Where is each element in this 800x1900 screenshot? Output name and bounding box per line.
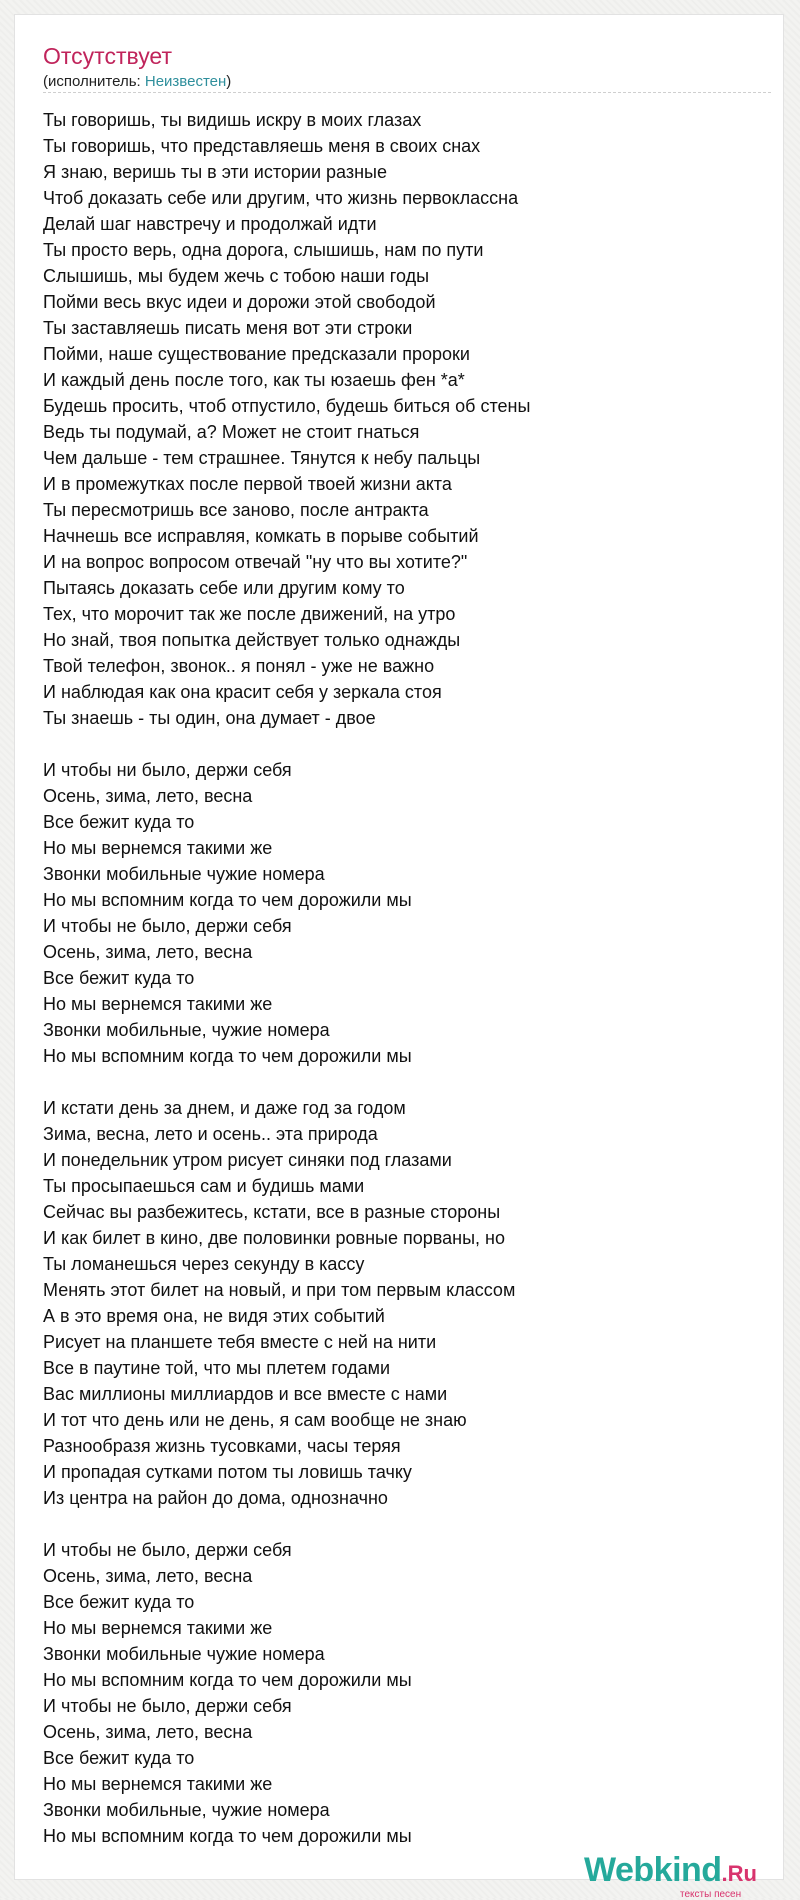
site-logo[interactable] <box>584 1851 757 1900</box>
lyric-line: Из центра на район до дома, однозначно <box>43 1488 388 1508</box>
lyric-line: Чтоб доказать себе или другим, что жизнь первоклассна <box>43 188 519 208</box>
lyric-line: Но мы вернемся такими же <box>43 1618 273 1638</box>
lyric-line: И чтобы не было, держи себя <box>43 916 292 936</box>
lyric-line: Менять этот билет на новый, и при том первым классом <box>43 1280 516 1300</box>
lyric-line: И пропадая сутками потом ты ловишь тачку <box>43 1462 412 1482</box>
lyric-line: Но мы вспомним когда то чем дорожили мы <box>43 1826 412 1846</box>
lyric-line: Но мы вернемся такими же <box>43 1774 273 1794</box>
logo-name: Webkind <box>584 1851 722 1889</box>
lyric-line: И чтобы не было, держи себя <box>43 1696 292 1716</box>
lyric-line: И тот что день или не день, я сам вообще не знаю <box>43 1410 467 1430</box>
lyric-line: И чтобы ни было, держи себя <box>43 760 292 780</box>
lyric-line: Будешь просить, чтоб отпустило, будешь биться об стены <box>43 396 531 416</box>
lyric-line: Чем дальше - тем страшнее. Тянутся к небу пальцы <box>43 448 481 468</box>
lyric-line: И наблюдая как она красит себя у зеркала стоя <box>43 682 442 702</box>
lyric-line: Звонки мобильные, чужие номера <box>43 1020 330 1040</box>
stanza-gap <box>43 1511 771 1537</box>
lyric-line: Делай шаг навстречу и продолжай идти <box>43 214 377 234</box>
lyric-line: Начнешь все исправляя, комкать в порыве событий <box>43 526 479 546</box>
lyric-line: Ты ломанешься через секунду в кассу <box>43 1254 365 1274</box>
stanza-gap <box>43 1069 771 1095</box>
lyric-line: И понедельник утром рисует синяки под глазами <box>43 1150 452 1170</box>
lyric-line: Слышишь, мы будем жечь с тобою наши годы <box>43 266 430 286</box>
lyric-line: И чтобы не было, держи себя <box>43 1540 292 1560</box>
lyric-line: Твой телефон, звонок.. я понял - уже не важно <box>43 656 435 676</box>
lyric-line: Ты просто верь, одна дорога, слышишь, нам по пути <box>43 240 484 260</box>
divider <box>43 92 771 93</box>
song-title: Отсутствует <box>43 43 172 69</box>
lyric-line: Ты знаешь - ты один, она думает - двое <box>43 708 376 728</box>
lyric-line: Все бежит куда то <box>43 968 195 988</box>
lyric-line: Вас миллионы миллиардов и все вместе с нами <box>43 1384 448 1404</box>
lyric-line: Все бежит куда то <box>43 1592 195 1612</box>
lyric-line: Зима, весна, лето и осень.. эта природа <box>43 1124 378 1144</box>
performer-link[interactable]: Неизвестен <box>144 73 227 90</box>
lyric-line: И на вопрос вопросом отвечай "ну что вы хотите?" <box>43 552 468 572</box>
lyric-line: Я знаю, веришь ты в эти истории разные <box>43 162 387 182</box>
lyric-line: Рисует на планшете тебя вместе с ней на нити <box>43 1332 437 1352</box>
performer-prefix: (исполнитель: <box>43 73 145 90</box>
lyric-line: Осень, зима, лето, весна <box>43 1566 253 1586</box>
lyric-line: Пойми весь вкус идеи и дорожи этой свободой <box>43 292 436 312</box>
logo-tagline: тексты песен <box>680 1889 742 1900</box>
lyric-line: Ты говоришь, что представляешь меня в своих снах <box>43 136 481 156</box>
lyric-line: Ты пересмотришь все заново, после антракта <box>43 500 429 520</box>
lyrics-text <box>43 107 771 1849</box>
lyric-line: Но мы вспомним когда то чем дорожили мы <box>43 1670 412 1690</box>
lyric-line: Но мы вернемся такими же <box>43 838 273 858</box>
lyric-line: А в это время она, не видя этих событий <box>43 1306 385 1326</box>
lyric-line: Но знай, твоя попытка действует только однажды <box>43 630 461 650</box>
lyric-line: Ты заставляешь писать меня вот эти строки <box>43 318 413 338</box>
lyric-line: Ведь ты подумай, а? Может не стоит гнаться <box>43 422 420 442</box>
lyric-line: Осень, зима, лето, весна <box>43 786 253 806</box>
lyric-line: Звонки мобильные, чужие номера <box>43 1800 330 1820</box>
logo-tld: .Ru <box>721 1861 757 1886</box>
lyric-line: Все бежит куда то <box>43 1748 195 1768</box>
stanza-gap <box>43 731 771 757</box>
lyric-line: И кстати день за днем, и даже год за годом <box>43 1098 406 1118</box>
lyric-line: Пытаясь доказать себе или другим кому то <box>43 578 405 598</box>
lyric-line: Но мы вспомним когда то чем дорожили мы <box>43 1046 412 1066</box>
lyric-line: И каждый день после того, как ты юзаешь фен *а* <box>43 370 465 390</box>
lyric-line: Но мы вспомним когда то чем дорожили мы <box>43 890 412 910</box>
lyric-line: Пойми, наше существование предсказали пророки <box>43 344 470 364</box>
performer-line <box>43 73 231 90</box>
lyric-line: Сейчас вы разбежитесь, кстати, все в разные стороны <box>43 1202 501 1222</box>
lyric-line: Тех, что морочит так же после движений, на утро <box>43 604 456 624</box>
lyric-line: Все в паутине той, что мы плетем годами <box>43 1358 391 1378</box>
lyric-line: Осень, зима, лето, весна <box>43 942 253 962</box>
lyric-line: Ты говоришь, ты видишь искру в моих глазах <box>43 110 422 130</box>
lyric-line: Звонки мобильные чужие номера <box>43 1644 325 1664</box>
lyric-line: Но мы вернемся такими же <box>43 994 273 1014</box>
lyrics-card <box>14 14 784 1900</box>
lyric-line: И в промежутках после первой твоей жизни акта <box>43 474 452 494</box>
lyric-line: Осень, зима, лето, весна <box>43 1722 253 1742</box>
lyric-line: И как билет в кино, две половинки ровные порваны, но <box>43 1228 505 1248</box>
lyric-line: Ты просыпаешься сам и будишь мами <box>43 1176 365 1196</box>
lyric-line: Все бежит куда то <box>43 812 195 832</box>
lyric-line: Разнообразя жизнь тусовками, часы теряя <box>43 1436 401 1456</box>
lyric-line: Звонки мобильные чужие номера <box>43 864 325 884</box>
performer-suffix: ) <box>226 73 232 90</box>
